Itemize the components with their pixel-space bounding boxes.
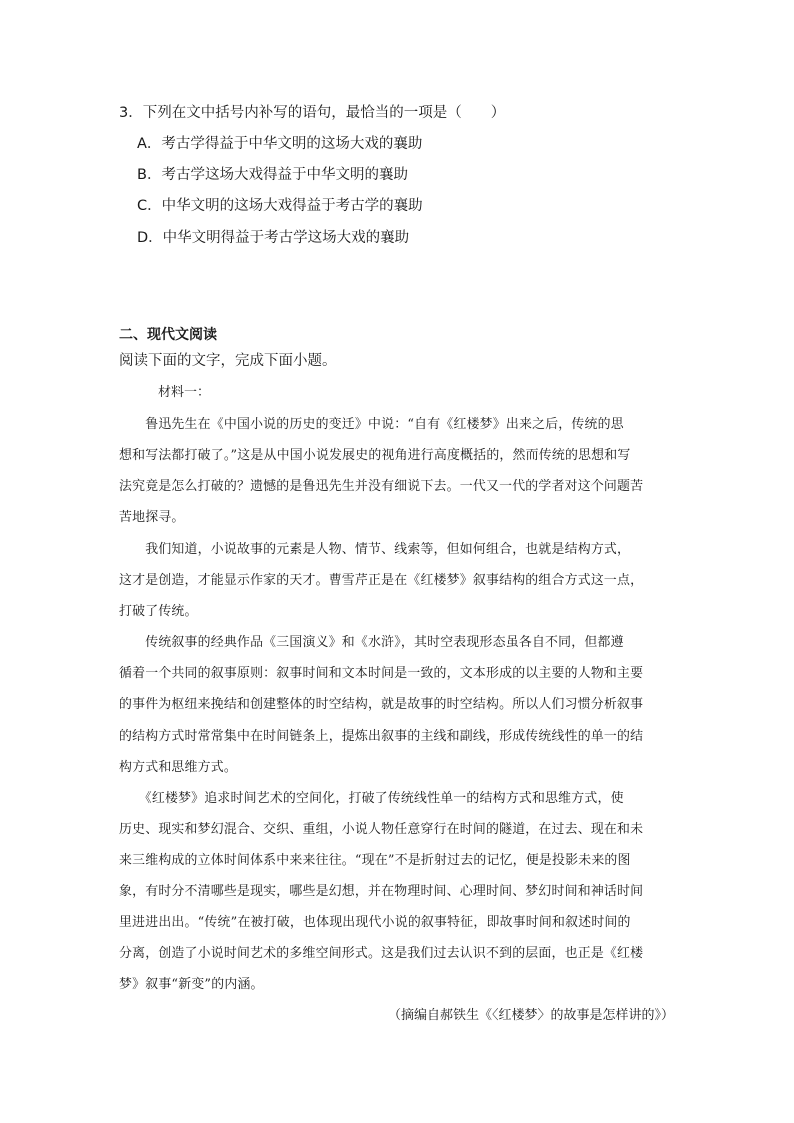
passage-line: 《红楼梦》追求时间艺术的空间化，打破了传统线性单一的结构方式和思维方式，使 xyxy=(119,791,624,806)
passage-line: 打破了传统。 xyxy=(119,604,198,619)
material-label: 材料一： xyxy=(158,385,211,400)
passage-line: 传统叙事的经典作品《三国演义》和《水浒》，其时空表现形态虽各自不同，但都遵 xyxy=(119,635,624,650)
passage-line: 的结构方式时常常集中在时间链条上，提炼出叙事的主线和副线，形成传统线性的单一的结 xyxy=(119,729,644,744)
passage-line: 法究竟是怎么打破的？遗憾的是鲁迅先生并没有细说下去。一代又一代的学者对这个问题苦 xyxy=(119,479,644,494)
passage-line: 的事件为枢纽来挽结和创建整体的时空结构，就是故事的时空结构。所以人们习惯分析叙事 xyxy=(119,697,644,712)
passage-line: 里进进出出。“传统”在被打破，也体现出现代小说的叙事特征，即故事时间和叙述时间的 xyxy=(119,915,631,930)
section-title: 二、现代文阅读 xyxy=(119,327,217,343)
passage-line: 这才是创造，才能显示作家的天才。曹雪芹正是在《红楼梦》叙事结构的组合方式这一点， xyxy=(119,573,644,588)
option-b: B．考古学这场大戏得益于中华文明的襄助 xyxy=(137,167,408,183)
passage-line: 历史、现实和梦幻混合、交织、重组，小说人物任意穿行在时间的隧道，在过去、现在和未 xyxy=(119,822,644,837)
passage-line: 想和写法都打破了。”这是从中国小说发展史的视角进行高度概括的，然而传统的思想和写 xyxy=(119,448,631,463)
passage-line: 来三维构成的立体时间体系中来来往往。“现在”不是折射过去的记忆，便是投影未来的图 xyxy=(119,853,631,868)
option-a: A．考古学得益于中华文明的这场大戏的襄助 xyxy=(137,136,423,152)
option-c: C．中华文明的这场大戏得益于考古学的襄助 xyxy=(137,198,423,214)
passage-line: 梦》叙事“新变”的内涵。 xyxy=(119,977,264,992)
passage-line: 分离，创造了小说时间艺术的多维空间形式。这是我们过去认识不到的层面，也正是《红楼 xyxy=(119,946,644,961)
passage-line: 我们知道，小说故事的元素是人物、情节、线索等，但如何组合，也就是结构方式， xyxy=(119,542,631,557)
passage-line: 构方式和思维方式。 xyxy=(119,760,237,775)
option-d: D．中华文明得益于考古学这场大戏的襄助 xyxy=(137,230,410,246)
passage-line: 象，有时分不清哪些是现实，哪些是幻想，并在物理时间、心理时间、梦幻时间和神话时间 xyxy=(119,884,644,899)
question-3-stem: 3．下列在文中括号内补写的语句，最恰当的一项是（ ） xyxy=(119,105,506,121)
reading-instruction: 阅读下面的文字，完成下面小题。 xyxy=(119,353,337,369)
passage-line: 循着一个共同的叙事原则：叙事时间和文本时间是一致的，文本形成的以主要的人物和主要 xyxy=(119,666,644,681)
passage-line: 鲁迅先生在《中国小说的历史的变迁》中说：“自有《红楼梦》出来之后，传统的思 xyxy=(119,417,624,432)
passage-source: （摘编自郝铁生《〈红楼梦〉的故事是怎样讲的》） xyxy=(387,1008,674,1023)
passage-line: 苦地探寻。 xyxy=(119,510,185,525)
